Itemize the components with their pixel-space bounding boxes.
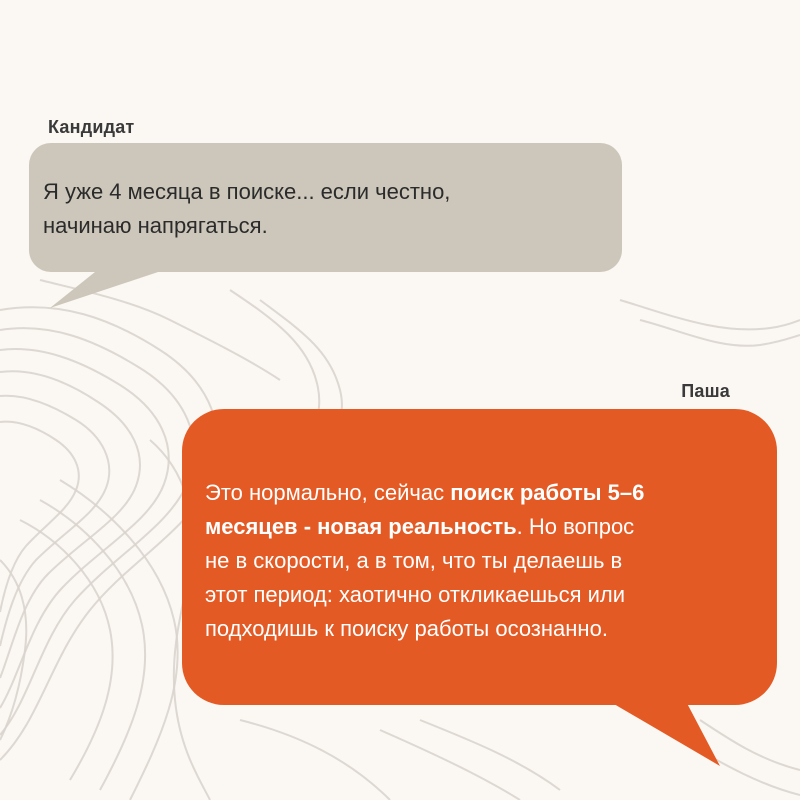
candidate-message-text: [43, 175, 608, 243]
pasha-message-line-4: этот период: хаотично откликаешься или: [205, 582, 626, 607]
pasha-message-line-3: не в скорости, а в том, что ты делаешь в: [205, 548, 623, 573]
candidate-bubble-tail: [50, 268, 170, 310]
candidate-speaker-name: Кандидат: [48, 117, 135, 137]
candidate-message-line-2: начинаю напрягаться.: [43, 213, 268, 238]
pasha-message-bubble: [182, 409, 777, 705]
pasha-message-line-5: подходишь к поиску работы осознанно.: [205, 616, 608, 641]
pasha-text-part-1: Это нормально, сейчас: [205, 480, 451, 505]
pasha-message-text: [205, 476, 755, 646]
pasha-message-line-2: [205, 510, 755, 544]
pasha-highlight-2: месяцев - новая реальность: [205, 514, 517, 539]
pasha-highlight-1: поиск работы 5–6: [450, 480, 645, 505]
candidate-message-line-1: Я уже 4 месяца в поиске... если честно,: [43, 179, 451, 204]
pasha-text-part-2: . Но вопрос: [516, 514, 635, 539]
pasha-message-line-1: [205, 476, 755, 510]
candidate-message-bubble: [29, 143, 622, 272]
pasha-speaker-name: Паша: [681, 381, 730, 401]
